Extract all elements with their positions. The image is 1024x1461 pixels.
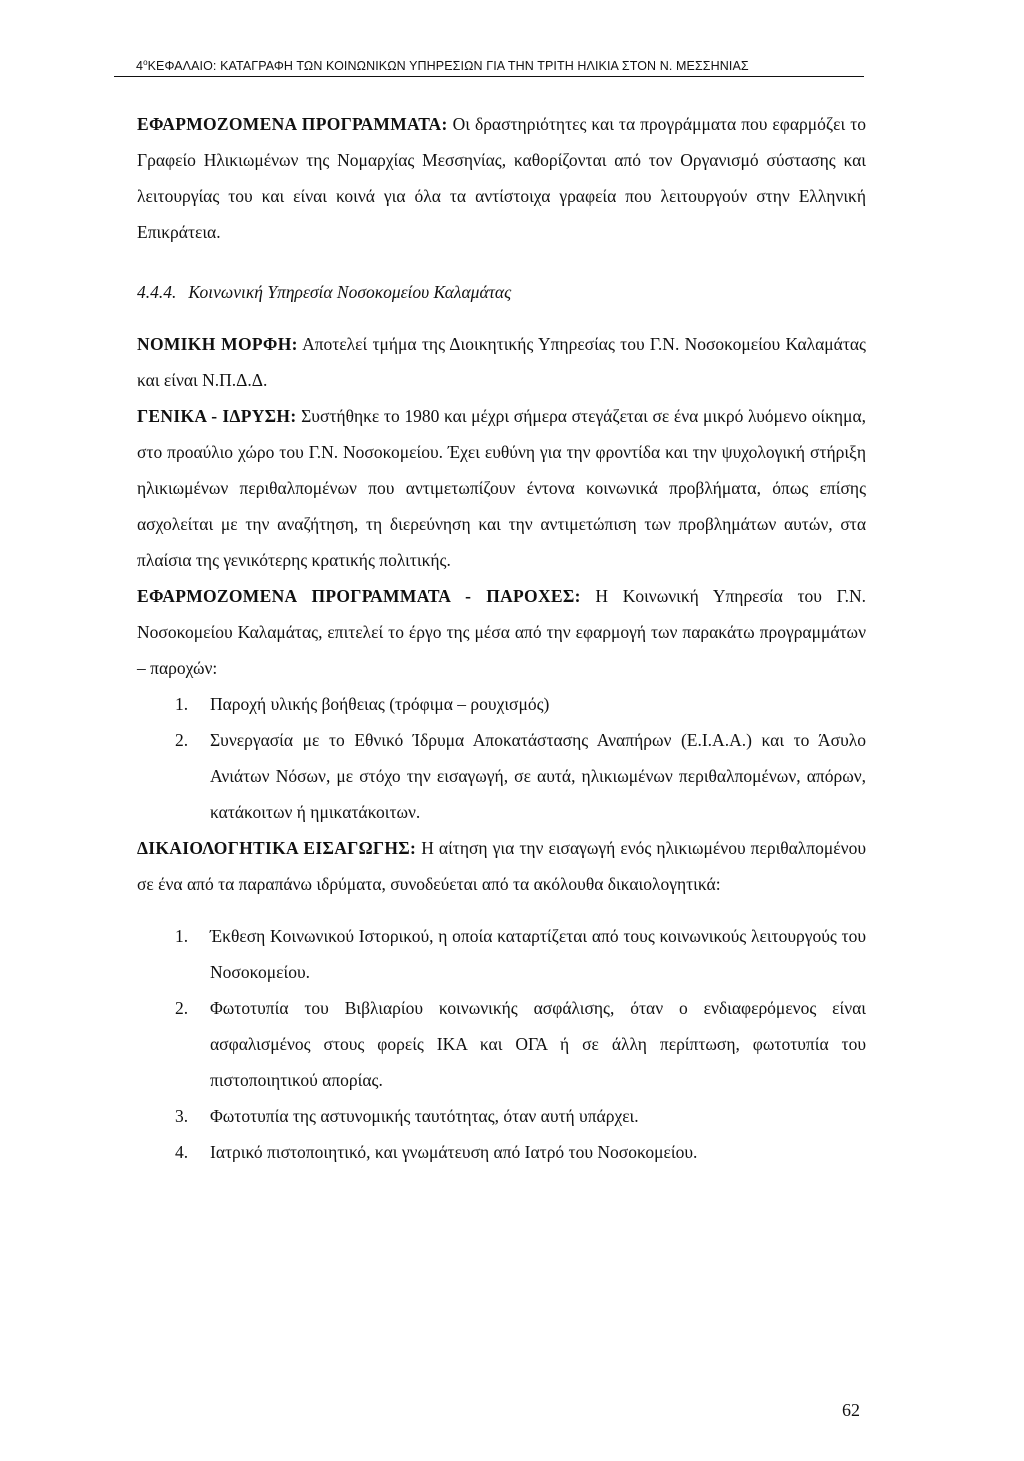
label-admission-documents: ΔΙΚΑΙΟΛΟΓΗΤΙΚΑ ΕΙΣΑΓΩΓΗΣ: bbox=[137, 838, 417, 858]
text-general-founding: Συστήθηκε το 1980 και μέχρι σήμερα στεγάζεται σε ένα μικρό λυόμενο οίκημα, στο προαύλιο χώρο του Γ.Ν. Νοσοκομείου. Έχει ευθύνη για την φροντίδα και την ψυχολογική στήριξη ηλικιωμένων περιθαλπομένων που αντιμετωπίζουν έντονα κοινωνικά προβλήματα, όπως επίσης ασχολείται με την αναζήτηση, τη διερεύνηση και την αντιμετώπιση των προβλημάτων αυτών, στα πλαίσια της γενικότερης κρατικής πολιτικής. bbox=[137, 406, 866, 570]
documents-list bbox=[175, 918, 866, 1170]
list-item-number: 3. bbox=[175, 1106, 189, 1126]
paragraph-admission-documents bbox=[137, 830, 866, 902]
chapter-ordinal: ο bbox=[143, 58, 148, 67]
label-general-founding: ΓΕΝΙΚΑ - ΙΔΡΥΣΗ: bbox=[137, 406, 297, 426]
text-legal-form: Αποτελεί τμήμα της Διοικητικής Υπηρεσίας του Γ.Ν. Νοσοκομείου Καλαμάτας και είναι Ν.Π.Δ.Δ. bbox=[137, 334, 866, 390]
list-item-text: Συνεργασία με το Εθνικό Ίδρυμα Αποκατάστασης Αναπήρων (Ε.Ι.Α.Α.) και το Άσυλο Ανιάτων Νόσων, με στόχο την εισαγωγή, σε αυτά, ηλικιωμένων περιθαλπομένων, απόρων, κατάκοιτων ή ημικατάκοιτων. bbox=[210, 730, 866, 822]
list-item bbox=[175, 918, 866, 990]
list-item-number: 4. bbox=[175, 1142, 189, 1162]
label-programs-provisions: ΕΦΑΡΜΟΖΟΜΕΝΑ ΠΡΟΓΡΑΜΜΑΤΑ - ΠΑΡΟΧΕΣ: bbox=[137, 586, 581, 606]
chapter-number: 4 bbox=[136, 59, 144, 74]
list-item-text: Παροχή υλικής βοήθειας (τρόφιμα – ρουχισμός) bbox=[210, 694, 550, 714]
paragraph-general-founding bbox=[137, 398, 866, 578]
list-item bbox=[175, 990, 866, 1098]
page-number: 62 bbox=[842, 1400, 860, 1420]
list-item-number: 2. bbox=[175, 730, 189, 750]
page-body bbox=[137, 106, 866, 1170]
text-programs-provisions: Η Κοινωνική Υπηρεσία του Γ.Ν. Νοσοκομείου Καλαμάτας, επιτελεί το έργο της μέσα από την εφαρμογή των παρακάτω προγραμμάτων – παροχών: bbox=[137, 586, 866, 678]
section-title: Κοινωνική Υπηρεσία Νοσοκομείου Καλαμάτας bbox=[188, 282, 512, 302]
section-number: 4.4.4. bbox=[137, 282, 177, 302]
running-header-text: ΚΕΦΑΛΑΙΟ: ΚΑΤΑΓΡΑΦΗ ΤΩΝ ΚΟΙΝΩΝΙΚΩΝ ΥΠΗΡΕΣΙΩΝ ΓΙΑ ΤΗΝ ΤΡΙΤΗ ΗΛΙΚΙΑ ΣΤΟΝ Ν. ΜΕΣΣΗΝΙΑΣ bbox=[147, 59, 749, 74]
text-admission-documents: Η αίτηση για την εισαγωγή ενός ηλικιωμένου περιθαλπομένου σε ένα από τα παραπάνω ιδρύματα, συνοδεύεται από τα ακόλουθα δικαιολογητικά: bbox=[137, 838, 866, 894]
paragraph-applied-programs bbox=[137, 106, 866, 250]
list-item-text: Φωτοτυπία της αστυνομικής ταυτότητας, όταν αυτή υπάρχει. bbox=[210, 1106, 639, 1126]
list-item bbox=[175, 722, 866, 830]
paragraph-programs-provisions bbox=[137, 578, 866, 686]
section-heading bbox=[137, 274, 866, 310]
label-legal-form: ΝΟΜΙΚΗ ΜΟΡΦΗ: bbox=[137, 334, 298, 354]
list-item bbox=[175, 1134, 866, 1170]
list-item-text: Έκθεση Κοινωνικού Ιστορικού, η οποία καταρτίζεται από τους κοινωνικούς λειτουργούς του Νοσοκομείου. bbox=[210, 926, 866, 982]
paragraph-legal-form bbox=[137, 326, 866, 398]
list-item-number: 2. bbox=[175, 998, 189, 1018]
list-item bbox=[175, 686, 866, 722]
text-applied-programs: Οι δραστηριότητες και τα προγράμματα που εφαρμόζει το Γραφείο Ηλικιωμένων της Νομαρχίας Μεσσηνίας, καθορίζονται από τον Οργανισμό σύστασης και λειτουργίας του και είναι κοινά για όλα τα αντίστοιχα γραφεία που λειτουργούν στην Ελληνική Επικράτεια. bbox=[137, 114, 866, 242]
list-item-number: 1. bbox=[175, 694, 189, 714]
list-item bbox=[175, 1098, 866, 1134]
label-applied-programs: ΕΦΑΡΜΟΖΟΜΕΝΑ ΠΡΟΓΡΑΜΜΑΤΑ: bbox=[137, 114, 448, 134]
list-item-text: Φωτοτυπία του Βιβλιαρίου κοινωνικής ασφάλισης, όταν ο ενδιαφερόμενος είναι ασφαλισμένος στους φορείς ΙΚΑ και ΟΓΑ ή σε άλλη περίπτωση, φωτοτυπία του πιστοποιητικού απορίας. bbox=[210, 998, 866, 1090]
running-header bbox=[114, 58, 864, 77]
list-item-text: Ιατρικό πιστοποιητικό, και γνωμάτευση από Ιατρό του Νοσοκομείου. bbox=[210, 1142, 698, 1162]
list-item-number: 1. bbox=[175, 926, 189, 946]
provisions-list bbox=[175, 686, 866, 830]
